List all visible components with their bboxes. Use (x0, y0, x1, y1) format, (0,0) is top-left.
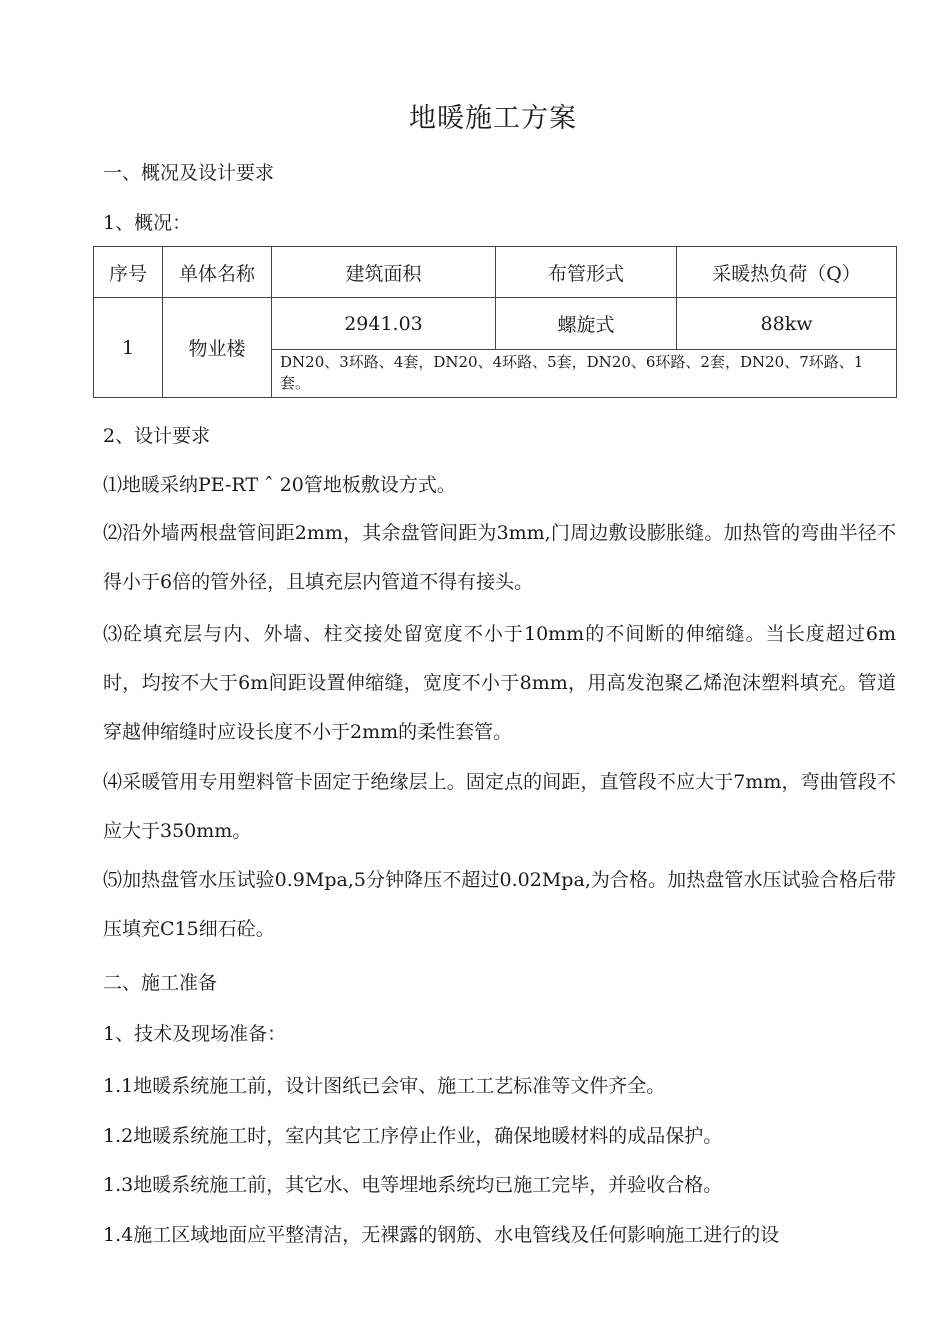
cell-loop-note: DN20、3环路、4套，DN20、4环路、5套，DN20、6环路、2套，DN20、7环路、1套。 (272, 350, 897, 398)
table-row (94, 298, 897, 350)
preparation-item-3: 1.3地暖系统施工前，其它水、电等埋地系统均已施工完毕，并验收合格。 (103, 1174, 723, 1196)
header-building-name: 单体名称 (163, 247, 272, 298)
section-heading-overview-design: 一、概况及设计要求 (103, 162, 275, 184)
cell-heat-load: 88kw (677, 298, 897, 350)
cell-index: 1 (94, 298, 163, 398)
header-pipe-layout: 布管形式 (496, 247, 677, 298)
preparation-heading: 1、技术及现场准备： (103, 1023, 287, 1045)
building-summary-table (93, 246, 897, 398)
header-floor-area: 建筑面积 (272, 247, 496, 298)
cell-building-name: 物业楼 (163, 298, 272, 398)
header-heat-load: 采暖热负荷（Q） (677, 247, 897, 298)
preparation-item-1: 1.1地暖系统施工前，设计图纸已会审、施工工艺标准等文件齐全。 (103, 1075, 666, 1097)
requirement-1: ⑴地暖采纳PE-RT ˆ 20管地板敷设方式。 (103, 474, 456, 496)
table-header-row (94, 247, 897, 298)
requirement-4: ⑷采暖管用专用塑料管卡固定于绝缘层上。固定点的间距，直管段不应大于7mm，弯曲管段不应大于350mm。 (103, 771, 896, 842)
overview-heading: 1、概况： (103, 212, 192, 234)
section-heading-preparation: 二、施工准备 (103, 972, 218, 994)
header-index: 序号 (94, 247, 163, 298)
requirement-3: ⑶砼填充层与内、外墙、柱交接处留宽度不小于10mm的不间断的伸缩缝。当长度超过6m时，均按不大于6m间距设置伸缩缝，宽度不小于8mm，用高发泡聚乙烯泡沫塑料填充。管道穿越伸缩缝时应设长度不小于2mm的柔性套管。 (103, 623, 896, 743)
cell-pipe-layout: 螺旋式 (496, 298, 677, 350)
preparation-item-4: 1.4施工区域地面应平整清洁，无裸露的钢筋、水电管线及任何影响施工进行的设 (103, 1224, 780, 1246)
cell-floor-area: 2941.03 (272, 298, 496, 350)
requirement-5: ⑸加热盘管水压试验0.9Mpa,5分钟降压不超过0.02Mpa,为合格。加热盘管水压试验合格后带压填充C15细石砼。 (103, 869, 896, 940)
preparation-item-2: 1.2地暖系统施工时，室内其它工序停止作业，确保地暖材料的成品保护。 (103, 1125, 723, 1147)
requirement-2: ⑵沿外墙两根盘管间距2mm，其余盘管间距为3mm,门周边敷设膨胀缝。加热管的弯曲半径不得小于6倍的管外径，且填充层内管道不得有接头。 (103, 522, 896, 593)
design-requirements-heading: 2、设计要求 (103, 425, 211, 447)
document-title: 地暖施工方案 (409, 103, 577, 134)
